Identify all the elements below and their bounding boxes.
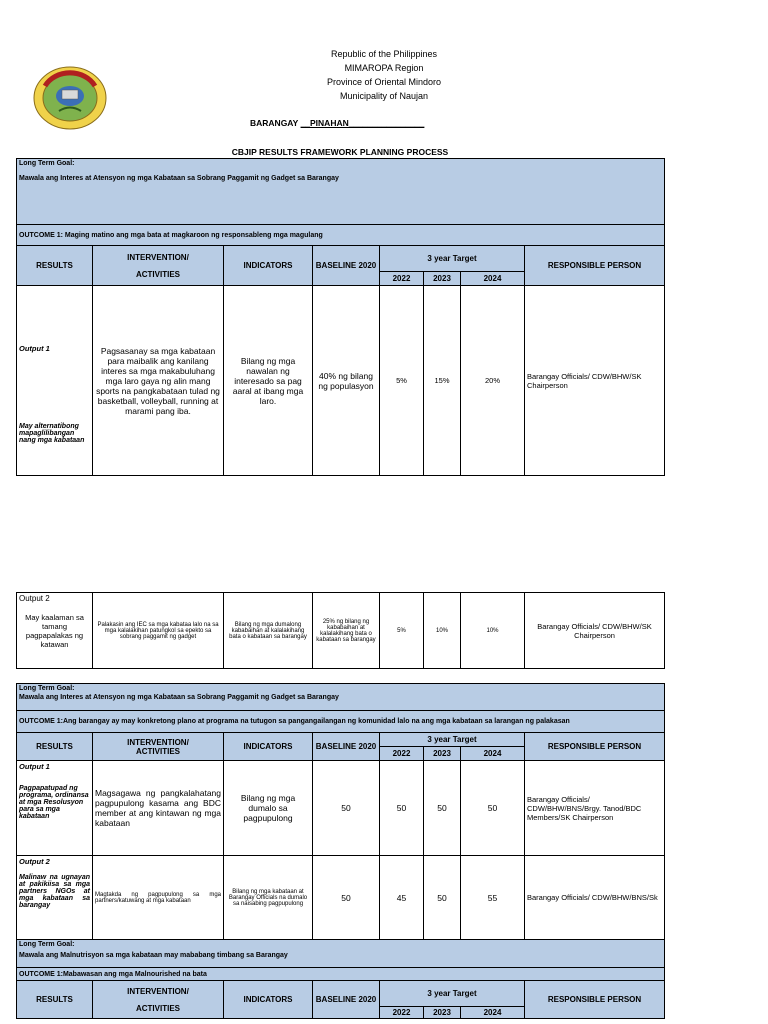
activity-cell: Palakasin ang IEC sa mga kabataa lalo na sa mga kalalakihan patungkol sa epekto sa sobrang paggamit ng gadget — [93, 593, 224, 669]
header-line-municipality: Municipality of Naujan — [339, 91, 429, 101]
results-framework-table-1-continued — [16, 592, 665, 669]
output-cell — [17, 856, 93, 940]
activity-cell: Pagsasanay sa mga kabataan para maibalik ang kanilang interes sa mga makabuluhang mga laro gaya ng alin mang sports na pangkabataan tulad ng basketball, volleyball, running at marami pang iba. — [93, 286, 224, 476]
long-term-goal-cell — [17, 159, 665, 225]
col-responsible: RESPONSIBLE PERSON — [525, 246, 665, 286]
indicator-cell: Bilang ng mga kabataan at Barangay Officials na dumalo sa naisabing pagpupulong — [224, 856, 313, 940]
outcome-row: OUTCOME 1: Maging matino ang mga bata at magkaroon ng responsableng mga magulang — [17, 225, 665, 246]
indicator-cell: Bilang ng mga dumalo sa pagpupulong — [224, 761, 313, 856]
activity-cell: Magtakda ng pagpupulong sa mga partners/katuwang at mga kabataan — [93, 856, 224, 940]
output-label: Output 2 — [19, 594, 50, 603]
header-line-republic: Republic of the Philippines — [330, 49, 438, 59]
responsible-cell: Barangay Officials/ CDW/BHW/BNS/Brgy. Tanod/BDC Members/SK Chairperson — [525, 761, 665, 856]
indicator-cell: Bilang ng mga dumalong kababaihan at kalalakihang bata o kabataan sa barangay — [224, 593, 313, 669]
col-indicators: INDICATORS — [224, 981, 313, 1019]
goal-text: Mawala ang Interes at Atensyon ng mga Kabataan sa Sobrang Paggamit ng Gadget sa Barangay — [19, 694, 339, 701]
col-intervention-label: INTERVENTION/ — [127, 252, 189, 262]
barangay-line — [250, 118, 424, 128]
target-2023-cell: 50 — [424, 761, 461, 856]
goal-label: Long Term Goal: — [19, 160, 75, 167]
baseline-cell: 50 — [313, 761, 380, 856]
col-intervention — [93, 981, 224, 1019]
col-target: 3 year Target — [380, 981, 525, 1007]
document-title: CBJIP RESULTS FRAMEWORK PLANNING PROCESS — [231, 147, 449, 157]
outcome-row: OUTCOME 1:Ang barangay ay may konkretong plano at programa na tutugon sa pangangailangan ng komunidad lalo na ang mga kabataan sa larangan ng palakasan — [17, 711, 665, 733]
col-baseline: BASELINE 2020 — [313, 733, 380, 761]
responsible-cell: Barangay Officials/ CDW/BHW/SK Chairperson — [525, 286, 665, 476]
target-2023-cell: 10% — [424, 593, 461, 669]
col-target: 3 year Target — [380, 733, 525, 747]
col-results: RESULTS — [17, 981, 93, 1019]
target-2023-cell: 15% — [424, 286, 461, 476]
output-description: Pagpapatupad ng programa, ordinansa at mga Resolusyon para sa mga kabataan — [19, 785, 89, 820]
header-line-province: Province of Oriental Mindoro — [326, 77, 442, 87]
col-responsible: RESPONSIBLE PERSON — [525, 733, 665, 761]
col-2022: 2022 — [380, 747, 424, 761]
output-label: Output 1 — [19, 762, 50, 771]
col-responsible: RESPONSIBLE PERSON — [525, 981, 665, 1019]
table-row — [17, 286, 665, 476]
barangay-label: BARANGAY — [250, 118, 299, 128]
table-row — [17, 761, 665, 856]
baseline-cell: 25% ng bilang ng kababaihan at kalalakihang bata o kabataan sa barangay — [313, 593, 380, 669]
col-results: RESULTS — [17, 733, 93, 761]
responsible-cell: Barangay Officials/ CDW/BHW/BNS/Sk — [525, 856, 665, 940]
outcome-row: OUTCOME 1:Mabawasan ang mga Malnourished na bata — [17, 968, 665, 981]
target-2024-cell: 20% — [461, 286, 525, 476]
output-label: Output 1 — [19, 344, 50, 353]
target-2022-cell: 5% — [380, 286, 424, 476]
col-2023: 2023 — [424, 747, 461, 761]
col-2024: 2024 — [461, 272, 525, 286]
target-2024-cell: 10% — [461, 593, 525, 669]
col-activities-label: ACTIVITIES — [135, 746, 180, 756]
col-2023: 2023 — [424, 272, 461, 286]
output-label: Output 2 — [19, 857, 50, 866]
table-row — [17, 856, 665, 940]
col-indicators: INDICATORS — [224, 733, 313, 761]
target-2024-cell: 50 — [461, 761, 525, 856]
results-framework-table-2 — [16, 683, 665, 1019]
output-cell — [17, 593, 93, 669]
col-activities-label: ACTIVITIES — [135, 269, 180, 279]
header-line-region: MIMAROPA Region — [344, 63, 424, 73]
baseline-cell: 50 — [313, 856, 380, 940]
output-description: Malinaw na ugnayan at pakikiisa sa mga partners NGOs at mga kabataan sa barangay — [19, 874, 90, 909]
barangay-name: __PINAHAN________________ — [300, 118, 425, 128]
output-description: May alternatibong mapaglilibangan nang mga kabataan — [19, 423, 85, 444]
target-2023-cell: 50 — [424, 856, 461, 940]
output-cell — [17, 286, 93, 476]
col-2022: 2022 — [380, 272, 424, 286]
col-baseline: BASELINE 2020 — [313, 246, 380, 286]
col-2024: 2024 — [461, 747, 525, 761]
indicator-cell: Bilang ng mga nawalan ng interesado sa pag aaral at ibang mga laro. — [224, 286, 313, 476]
target-2024-cell: 55 — [461, 856, 525, 940]
col-2022: 2022 — [380, 1007, 424, 1019]
col-2024: 2024 — [461, 1007, 525, 1019]
output-description: May kaalaman sa tamang pagpapalakas ng katawan — [25, 613, 84, 649]
col-indicators: INDICATORS — [224, 246, 313, 286]
col-target: 3 year Target — [380, 246, 525, 272]
col-activities-label: ACTIVITIES — [135, 1003, 180, 1013]
goal-label: Long Term Goal: — [19, 941, 75, 948]
target-2022-cell: 45 — [380, 856, 424, 940]
long-term-goal-cell — [17, 684, 665, 711]
col-intervention-label: INTERVENTION/ — [127, 737, 189, 747]
col-results: RESULTS — [17, 246, 93, 286]
responsible-cell: Barangay Officials/ CDW/BHW/SK Chairperson — [525, 593, 665, 669]
col-2023: 2023 — [424, 1007, 461, 1019]
col-intervention — [93, 246, 224, 286]
goal-text: Mawala ang Malnutrisyon sa mga kabataan may mababang timbang sa Barangay — [19, 952, 288, 959]
col-baseline: BASELINE 2020 — [313, 981, 380, 1019]
table-row — [17, 593, 665, 669]
results-framework-table-1 — [16, 158, 665, 476]
target-2022-cell: 50 — [380, 761, 424, 856]
baseline-cell: 40% ng bilang ng populasyon — [313, 286, 380, 476]
goal-text: Mawala ang Interes at Atensyon ng mga Kabataan sa Sobrang Paggamit ng Gadget sa Barangay — [19, 175, 339, 182]
col-intervention-label: INTERVENTION/ — [127, 986, 189, 996]
col-intervention — [93, 733, 224, 761]
long-term-goal-cell-3 — [17, 940, 665, 968]
goal-label: Long Term Goal: — [19, 685, 75, 692]
target-2022-cell: 5% — [380, 593, 424, 669]
activity-cell: Magsagawa ng pangkalahatang pagpupulong kasama ang BDC member at ang kintawan ng mga kabataan — [93, 761, 224, 856]
output-cell — [17, 761, 93, 856]
